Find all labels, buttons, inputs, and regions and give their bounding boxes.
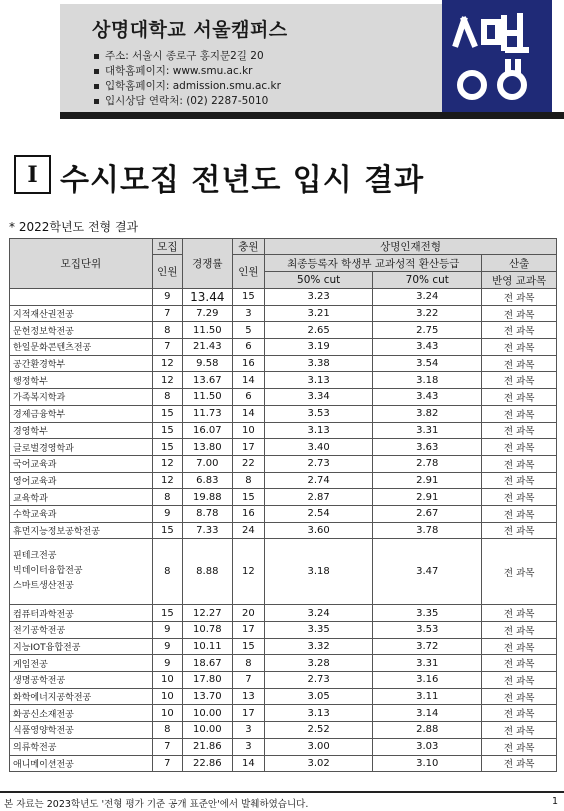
- cell-rate: 17.80: [182, 672, 232, 689]
- cell-quota: 8: [152, 389, 182, 406]
- cell-fill: 6: [232, 389, 264, 406]
- cell-dept: 지적재산권전공: [10, 305, 153, 322]
- cell-cut50: 3.40: [265, 439, 373, 456]
- table-row: [10, 322, 557, 339]
- info-admission-homepage: 입학홈페이지: admission.smu.ac.kr: [94, 79, 281, 94]
- cell-subjects: 전 과목: [482, 289, 557, 306]
- cell-cut50: 3.19: [265, 339, 373, 356]
- cell-subjects: 전 과목: [482, 505, 557, 522]
- cell-dept: 한일문화콘텐츠전공: [10, 339, 153, 356]
- cell-rate: 6.83: [182, 472, 232, 489]
- table-row: [10, 622, 557, 639]
- cell-subjects: 전 과목: [482, 439, 557, 456]
- cell-rate: 10.00: [182, 705, 232, 722]
- cell-cut70: 3.24: [373, 289, 482, 306]
- table-row: [10, 439, 557, 456]
- cell-cut50: 3.21: [265, 305, 373, 322]
- cell-rate: 13.67: [182, 372, 232, 389]
- cell-rate: 13.80: [182, 439, 232, 456]
- cell-rate: 7.00: [182, 455, 232, 472]
- cell-cut50: 3.32: [265, 638, 373, 655]
- cell-quota: 9: [152, 622, 182, 639]
- cell-cut50: 2.87: [265, 489, 373, 506]
- cell-quota: 10: [152, 688, 182, 705]
- cell-quota: 12: [152, 355, 182, 372]
- footnote: 본 자료는 2023학년도 '전형 평가 기준 공개 표준안'에서 발췌하였습니다.: [4, 799, 309, 810]
- cell-cut70: 3.54: [373, 355, 482, 372]
- cell-dept: 교육학과: [10, 489, 153, 506]
- table-row: [10, 422, 557, 439]
- cell-quota: 15: [152, 422, 182, 439]
- cell-fill: 13: [232, 688, 264, 705]
- cell-rate: 13.70: [182, 688, 232, 705]
- cell-cut70: 2.78: [373, 455, 482, 472]
- cell-subjects: 전 과목: [482, 305, 557, 322]
- cell-fill: 14: [232, 405, 264, 422]
- header-cut70: 70% cut: [373, 272, 482, 289]
- cell-subjects: 전 과목: [482, 455, 557, 472]
- header-fill-bottom: 인원: [232, 255, 264, 289]
- cell-quota: 9: [152, 505, 182, 522]
- cell-rate: 8.88: [182, 539, 232, 605]
- footer-rule: [0, 791, 564, 793]
- table-row: [10, 738, 557, 755]
- cell-cut70: 3.47: [373, 539, 482, 605]
- cell-fill: 24: [232, 522, 264, 539]
- cell-fill: 3: [232, 305, 264, 322]
- contact-info: [94, 49, 281, 109]
- cell-quota: 9: [152, 289, 182, 306]
- table-row: [10, 489, 557, 506]
- cell-cut70: 3.31: [373, 655, 482, 672]
- cell-rate: 9.58: [182, 355, 232, 372]
- cell-fill: 15: [232, 289, 264, 306]
- cell-dept: [10, 539, 153, 605]
- cell-dept: 문헌정보학전공: [10, 322, 153, 339]
- cell-cut50: 3.28: [265, 655, 373, 672]
- cell-fill: 15: [232, 638, 264, 655]
- cell-subjects: 전 과목: [482, 422, 557, 439]
- table-row: [10, 355, 557, 372]
- admission-results-table: [9, 238, 557, 772]
- cell-fill: 16: [232, 505, 264, 522]
- cell-fill: 16: [232, 355, 264, 372]
- header-quota-top: 모집: [152, 239, 182, 255]
- cell-cut70: 3.16: [373, 672, 482, 689]
- cell-rate: 11.50: [182, 389, 232, 406]
- cell-subjects: 전 과목: [482, 339, 557, 356]
- cell-quota: 15: [152, 605, 182, 622]
- cell-quota: 10: [152, 672, 182, 689]
- cell-fill: 17: [232, 622, 264, 639]
- cell-rate: 11.50: [182, 322, 232, 339]
- cell-rate: 12.27: [182, 605, 232, 622]
- page-number: 1: [552, 796, 559, 807]
- cell-quota: 9: [152, 638, 182, 655]
- cell-fill: 8: [232, 472, 264, 489]
- cell-dept: 경영학부: [10, 422, 153, 439]
- cell-rate: 16.07: [182, 422, 232, 439]
- page-title: 수시모집 전년도 입시 결과: [60, 163, 425, 198]
- cell-fill: 17: [232, 705, 264, 722]
- cell-subjects: 전 과목: [482, 722, 557, 739]
- table-row: [10, 455, 557, 472]
- table-row: [10, 522, 557, 539]
- cell-quota: 7: [152, 738, 182, 755]
- cell-cut50: 2.54: [265, 505, 373, 522]
- cell-subjects: 전 과목: [482, 738, 557, 755]
- cell-dept: 행정학부: [10, 372, 153, 389]
- cell-subjects: 전 과목: [482, 389, 557, 406]
- cell-quota: 8: [152, 322, 182, 339]
- table-row: [10, 722, 557, 739]
- cell-subjects: 전 과목: [482, 355, 557, 372]
- cell-subjects: 전 과목: [482, 705, 557, 722]
- cell-cut70: 2.91: [373, 489, 482, 506]
- info-homepage: 대학홈페이지: www.smu.ac.kr: [94, 64, 281, 79]
- cell-quota: 12: [152, 455, 182, 472]
- cell-fill: 7: [232, 672, 264, 689]
- cell-cut50: 3.18: [265, 539, 373, 605]
- cell-cut70: 3.63: [373, 439, 482, 456]
- cell-cut70: 3.43: [373, 389, 482, 406]
- dept-line: 스마트생산전공: [13, 581, 74, 592]
- cell-dept: 생명공학전공: [10, 672, 153, 689]
- cell-cut50: 2.74: [265, 472, 373, 489]
- cell-subjects: 전 과목: [482, 755, 557, 772]
- bullet-icon: [94, 99, 99, 104]
- cell-dept: 국어교육과: [10, 455, 153, 472]
- cell-rate: 7.33: [182, 522, 232, 539]
- cell-quota: 15: [152, 405, 182, 422]
- dept-line: 빅데이터융합전공: [13, 566, 83, 577]
- cell-subjects: 전 과목: [482, 372, 557, 389]
- cell-cut50: 3.23: [265, 289, 373, 306]
- table-row: [10, 655, 557, 672]
- cell-fill: 3: [232, 722, 264, 739]
- cell-fill: 15: [232, 489, 264, 506]
- cell-quota: 15: [152, 522, 182, 539]
- cell-cut70: 3.11: [373, 688, 482, 705]
- cell-quota: 7: [152, 755, 182, 772]
- cell-subjects: 전 과목: [482, 672, 557, 689]
- cell-cut70: 3.35: [373, 605, 482, 622]
- cell-cut70: 3.82: [373, 405, 482, 422]
- cell-fill: 17: [232, 439, 264, 456]
- cell-fill: 14: [232, 755, 264, 772]
- cell-fill: 8: [232, 655, 264, 672]
- table-row: [10, 339, 557, 356]
- cell-rate: 8.78: [182, 505, 232, 522]
- header-cut50: 50% cut: [265, 272, 373, 289]
- cell-subjects: 전 과목: [482, 622, 557, 639]
- cell-subjects: 전 과목: [482, 539, 557, 605]
- cell-fill: 3: [232, 738, 264, 755]
- cell-fill: 6: [232, 339, 264, 356]
- cell-quota: 10: [152, 705, 182, 722]
- cell-subjects: 전 과목: [482, 472, 557, 489]
- cell-dept: 컴퓨터과학전공: [10, 605, 153, 622]
- cell-dept: 전기공학전공: [10, 622, 153, 639]
- cell-rate: 13.44: [182, 289, 232, 306]
- table-row: [10, 605, 557, 622]
- table-row: [10, 472, 557, 489]
- cell-fill: 20: [232, 605, 264, 622]
- cell-cut50: 3.34: [265, 389, 373, 406]
- table-row: [10, 372, 557, 389]
- university-logo-icon: [442, 0, 552, 112]
- cell-cut70: 3.03: [373, 738, 482, 755]
- table-row: [10, 539, 557, 605]
- cell-subjects: 전 과목: [482, 688, 557, 705]
- cell-rate: 10.11: [182, 638, 232, 655]
- header-fill-top: 충원: [232, 239, 264, 255]
- cell-subjects: 전 과목: [482, 605, 557, 622]
- cell-cut70: 3.78: [373, 522, 482, 539]
- cell-quota: 8: [152, 489, 182, 506]
- cell-cut70: 3.18: [373, 372, 482, 389]
- section-numeral: I: [14, 155, 51, 194]
- cell-quota: 8: [152, 539, 182, 605]
- cell-cut50: 2.65: [265, 322, 373, 339]
- header-calc-top: 산출: [482, 255, 557, 272]
- cell-cut50: 3.60: [265, 522, 373, 539]
- cell-quota: 9: [152, 655, 182, 672]
- cell-cut50: 3.24: [265, 605, 373, 622]
- cell-quota: 7: [152, 305, 182, 322]
- cell-subjects: 전 과목: [482, 489, 557, 506]
- cell-fill: 5: [232, 322, 264, 339]
- page-header: [0, 0, 564, 122]
- cell-rate: 21.43: [182, 339, 232, 356]
- header-rule: [60, 112, 564, 119]
- table-row: [10, 688, 557, 705]
- table-row: [10, 305, 557, 322]
- cell-dept: 게임전공: [10, 655, 153, 672]
- cell-cut50: 3.00: [265, 738, 373, 755]
- cell-subjects: 전 과목: [482, 638, 557, 655]
- cell-cut70: 3.72: [373, 638, 482, 655]
- cell-cut70: 2.75: [373, 322, 482, 339]
- table-row: [10, 638, 557, 655]
- table-row: [10, 672, 557, 689]
- cell-cut50: 2.73: [265, 672, 373, 689]
- table-row: [10, 389, 557, 406]
- cell-fill: 12: [232, 539, 264, 605]
- cell-dept: 휴먼지능정보공학전공: [10, 522, 153, 539]
- cell-cut50: 3.53: [265, 405, 373, 422]
- cell-rate: 10.00: [182, 722, 232, 739]
- cell-dept: 수학교육과: [10, 505, 153, 522]
- cell-cut50: 3.13: [265, 372, 373, 389]
- cell-cut50: 3.35: [265, 622, 373, 639]
- cell-cut50: 3.38: [265, 355, 373, 372]
- header-unit: 모집단위: [10, 239, 153, 289]
- cell-dept: 식품영양학전공: [10, 722, 153, 739]
- header-quota-bottom: 인원: [152, 255, 182, 289]
- cell-cut50: 2.73: [265, 455, 373, 472]
- info-phone: 입시상담 연락처: (02) 2287-5010: [94, 94, 281, 109]
- cell-quota: 7: [152, 339, 182, 356]
- dept-line: 핀테크전공: [13, 551, 57, 562]
- cell-fill: 14: [232, 372, 264, 389]
- table-subtitle: * 2022학년도 전형 결과: [9, 220, 139, 234]
- cell-dept: 영어교육과: [10, 472, 153, 489]
- cell-subjects: 전 과목: [482, 405, 557, 422]
- cell-fill: 22: [232, 455, 264, 472]
- cell-cut70: 2.88: [373, 722, 482, 739]
- info-address: 주소: 서울시 종로구 홍지문2길 20: [94, 49, 281, 64]
- cell-quota: 12: [152, 372, 182, 389]
- header-group: 상명인재전형: [265, 239, 557, 255]
- cell-fill: 10: [232, 422, 264, 439]
- header-rate: 경쟁률: [182, 239, 232, 289]
- university-name: 상명대학교 서울캠퍼스: [92, 19, 288, 41]
- table-row: [10, 405, 557, 422]
- cell-dept: 화학에너지공학전공: [10, 688, 153, 705]
- bullet-icon: [94, 54, 99, 59]
- cell-cut70: 3.22: [373, 305, 482, 322]
- cell-rate: 11.73: [182, 405, 232, 422]
- cell-cut70: 3.10: [373, 755, 482, 772]
- cell-quota: 8: [152, 722, 182, 739]
- cell-dept: 화공신소재전공: [10, 705, 153, 722]
- bullet-icon: [94, 84, 99, 89]
- header-calc-bottom: 반영 교과목: [482, 272, 557, 289]
- cell-dept: 글로벌경영학과: [10, 439, 153, 456]
- cell-cut50: 2.52: [265, 722, 373, 739]
- cell-dept: 가족복지학과: [10, 389, 153, 406]
- cell-subjects: 전 과목: [482, 322, 557, 339]
- cell-cut50: 3.13: [265, 422, 373, 439]
- cell-quota: 15: [152, 439, 182, 456]
- cell-cut70: 2.91: [373, 472, 482, 489]
- header-grade-group: 최종등록자 학생부 교과성적 환산등급: [265, 255, 482, 272]
- table-row: [10, 505, 557, 522]
- cell-cut50: 3.05: [265, 688, 373, 705]
- cell-dept: 경제금융학부: [10, 405, 153, 422]
- cell-dept: 지능IOT융합전공: [10, 638, 153, 655]
- table-row: [10, 289, 557, 306]
- cell-cut70: 3.31: [373, 422, 482, 439]
- cell-dept: 애니메이션전공: [10, 755, 153, 772]
- cell-cut70: 2.67: [373, 505, 482, 522]
- cell-rate: 10.78: [182, 622, 232, 639]
- cell-rate: 19.88: [182, 489, 232, 506]
- cell-cut50: 3.02: [265, 755, 373, 772]
- cell-rate: 22.86: [182, 755, 232, 772]
- cell-cut70: 3.14: [373, 705, 482, 722]
- cell-rate: 18.67: [182, 655, 232, 672]
- table-row: [10, 755, 557, 772]
- cell-dept: 의류학전공: [10, 738, 153, 755]
- table-row: [10, 705, 557, 722]
- cell-dept: [10, 289, 153, 306]
- cell-cut50: 3.13: [265, 705, 373, 722]
- cell-dept: 공간환경학부: [10, 355, 153, 372]
- bullet-icon: [94, 69, 99, 74]
- cell-cut70: 3.43: [373, 339, 482, 356]
- cell-rate: 21.86: [182, 738, 232, 755]
- cell-subjects: 전 과목: [482, 522, 557, 539]
- cell-quota: 12: [152, 472, 182, 489]
- cell-rate: 7.29: [182, 305, 232, 322]
- cell-subjects: 전 과목: [482, 655, 557, 672]
- cell-cut70: 3.53: [373, 622, 482, 639]
